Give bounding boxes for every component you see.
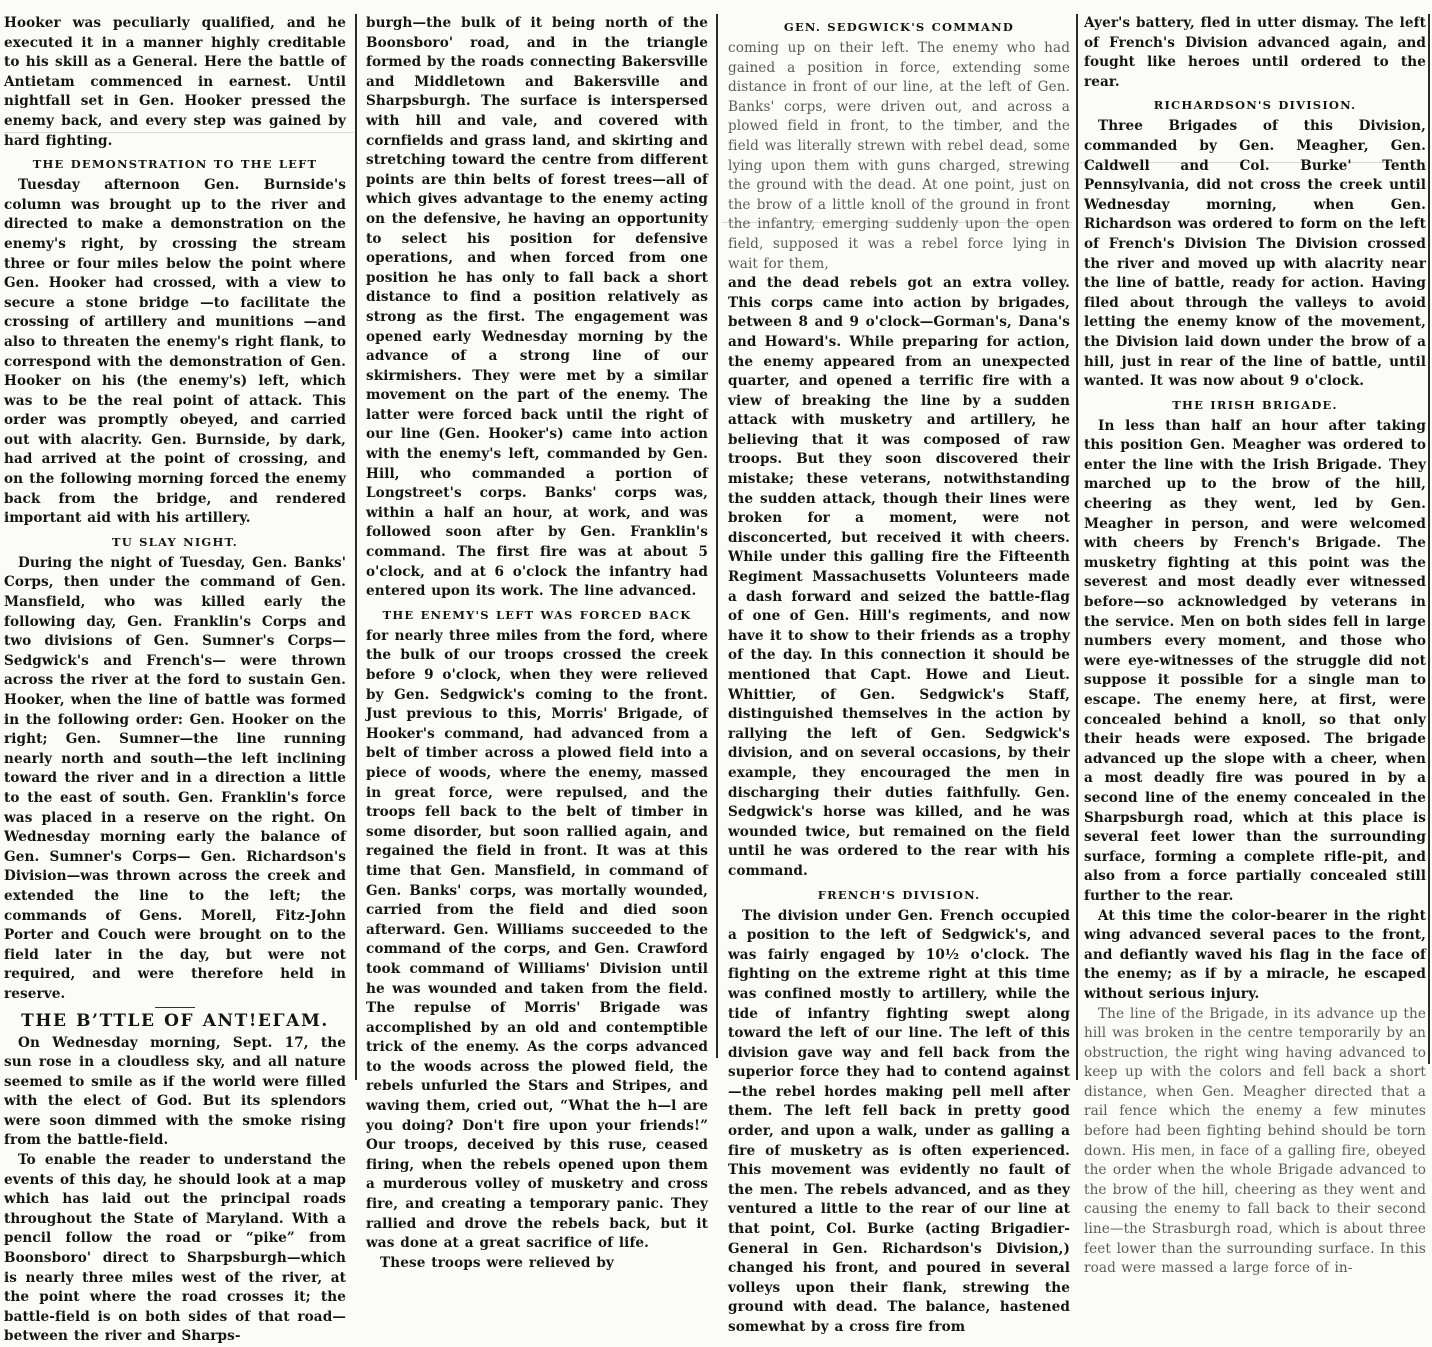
article-paragraph: During the night of Tuesday, Gen. Banks' Corps, then under the command of Gen. Mansfield, who was killed early the following day, Gen. Franklin's Corps and two divisions of Gen. Sumner's Corps— Sedgwick's and French's— were thrown across the river at the ford to sustain Gen. Hooker, when the line of battle was formed in the following order: Gen. Hooker on the right; Gen. Sumner—the line running nearly north and south—the left inclining toward the river and in a direction a little to the east of south. Gen. Franklin's force was placed in a reserve on the right. On Wednesday morning early the balance of Gen. Sumner's Corps— Gen. Richardson's Division—was thrown across the creek and extended the line to the left; the commands of Gens. Morell, Fitz-John Porter and Couch were brought on to the field later in the day, but were not required, and were therefore held in reserve.: [4, 554, 346, 1002]
section-heading: RICHARDSON'S DIVISION.: [1153, 98, 1357, 113]
section-heading: GEN. SEDGWICK'S COMMAND: [783, 20, 1015, 34]
column-4: [1084, 14, 1426, 1279]
article-paragraph: The division under Gen. French occupied a position to the left of Sedgwick's, and was fairly engaged by 10½ o'clock. The fighting on the extreme right at this time was confined mostly to artillery, while the tide of infantry fighting swept along toward the left of our line. The left of this division gave way and fell back from the superior force they had to contend against—the rebel hordes making pell mell after them. The left fell back in pretty good order, and upon a walk, under as galling a fire of musketry as is often experienced. This movement was evidently no fault of the men. The rebels advanced, and as they ventured a little to the rear of our line at that point, Col. Burke (acting Brigadier-General in Gen. Richardson's Division,) changed his front, and poured in several volleys upon their flank, strewing the ground with dead. The balance, hastened somewhat by a cross fire from: [728, 907, 1070, 1335]
column-2: [366, 14, 708, 1273]
article-paragraph: and the dead rebels got an extra volley. This corps came into action by brigades, between 8 and 9 o'clock—Gorman's, Dana's and Howard's. While preparing for action, the enemy appeared from an unexpected quarter, and opened a terrific fire with a view of breaking the line by a sudden attack with musketry and artillery, he believing that it was composed of raw troops. But they soon discovered their mistake; these veterans, notwithstanding the sudden attack, though their lines were broken for a moment, were not disconcerted, but received it with cheers. While under this galling fire the Fifteenth Regiment Massachusetts Volunteers made a dash forward and seized the battle-flag of one of Gen. Hill's regiments, and now have it to show to their friends as a trophy of the day. In this connection it should be mentioned that Capt. Howe and Lieut. Whittier, of Gen. Sedgwick's Staff, distinguished themselves in the action by rallying the left of Gen. Sedgwick's division, and on several occasions, by their example, they encouraged the men in discharging their duties faithfully. Gen. Sedgwick's horse was killed, and he was wounded twice, but remained on the field until he was ordered to the rear with his command.: [728, 275, 1070, 879]
column-divider: [1428, 14, 1430, 1064]
column-divider: [355, 14, 357, 1080]
article-paragraph: Ayer's battery, fled in utter dismay. The left of French's Division advanced again, and fought like heroes until ordered to the rear.: [1084, 15, 1426, 90]
article-paragraph: Three Brigades of this Division, commanded by Gen. Meagher, Gen. Caldwell and Col. Burke' Tenth Pennsylvania, did not cross the creek until Wednesday morning, when Gen. Richardson was ordered to form on the left of French's Division The Division crossed the river and moved up with alacrity near the line of battle, ready for action. Having filed about through the valleys to avoid letting the enemy know of the movement, the Division laid down under the brow of a hill, just in rear of the line of battle, until wanted. It was now about 9 o'clock.: [1084, 118, 1426, 390]
section-heading: FRENCH'S DIVISION.: [817, 887, 981, 902]
section-rule: [155, 1007, 195, 1008]
article-paragraph: In less than half an hour after taking this position Gen. Meagher was ordered to enter the line with the Irish Brigade. They marched up to the brow of the hill, cheering as they went, led by Gen. Meagher in person, and were welcomed with cheers by French's Brigade. The musketry fighting at this point was the severest and most deadly ever witnessed before—so acknowledged by veterans in the service. Men on both sides fell in large numbers every moment, and those who were eye-witnesses of the struggle did not suppose it possible for a single man to escape. The enemy here, at first, were concealed behind a knoll, so that only their heads were exposed. The brigade advanced up the slope with a cheer, when a most deadly fire was poured in by a second line of the enemy concealed in the Sharpsburgh road, which at this place is several feet lower than the surrounding surface, forming a complete rifle-pit, and also from a force partially concealed still further to the rear.: [1084, 417, 1426, 904]
column-divider: [716, 14, 718, 1058]
section-heading: TU SLAY NIGHT.: [111, 534, 238, 549]
column-3: [728, 14, 1070, 1338]
article-paragraph: coming up on their left. The enemy who had gained a position in force, extending some distance in front of our line, at the left of Gen. Banks' corps, were driven out, and across a plowed field in front, to the timber, and the field was literally strewn with rebel dead, some lying upon them with guns charged, strewing the ground with the dead. At one point, just on the brow of a little knoll of the ground in front the infantry, emerging suddenly upon the open field, supposed it was a rebel force lying in wait for them,: [728, 40, 1070, 272]
main-headline: THE B’TTLE OF ANT!EΓAM.: [21, 1010, 329, 1031]
article-paragraph: To enable the reader to understand the events of this day, he should look at a map which has laid out the principal roads throughout the State of Maryland. With a pencil follow the road or “pike” from Boonsboro' direct to Sharpsburgh—which is nearly three miles west of the river, at the point where the road crosses it; the battle-field is on both sides of that road—between the river and Sharps-: [4, 1152, 346, 1345]
article-paragraph: Tuesday afternoon Gen. Burnside's column was brought up to the river and directed to make a demonstration on the enemy's right, by crossing the stream three or four miles below the point where Gen. Hooker had crossed, with a view to secure a stone bridge —to facilitate the crossing of artillery and munitions —and also to threaten the enemy's right flank, to correspond with the demonstration of Gen. Hooker on his (the enemy's) left, which was to be the real point of attack. This order was promptly obeyed, and carried out with alacrity. Gen. Burnside, by dark, had arrived at the point of crossing, and on the following morning forced the enemy back from the bridge, and rendered important aid with his artillery.: [4, 177, 346, 527]
article-paragraph: for nearly three miles from the ford, where the bulk of our troops crossed the creek before 9 o'clock, when they were relieved by Gen. Sedgwick's coming to the front. Just previous to this, Morris' Brigade, of Hooker's command, had advanced from a belt of timber across a plowed field into a piece of woods, where the enemy, massed in great force, were repulsed, and the troops fell back to the belt of timber in some disorder, but soon rallied again, and regained the field in front. It was at this time that Gen. Mansfield, in command of Gen. Banks' corps, was mortally wounded, carried from the field and died soon afterward. Gen. Williams succeeded to the command of the corps, and Gen. Crawford took command of Williams' Division until he was wounded and taken from the field. The repulse of Morris' Brigade was accomplished by an old and contemptible trick of the enemy. As the corps advanced to the woods across the plowed field, the rebels unfurled the Stars and Stripes, and waving them, cried out, “What the h—l are you doing? Don't fire upon your friends!” Our troops, deceived by this ruse, ceased firing, when the rebels opened upon them a murderous volley of musketry and cross fire, and creating a temporary panic. They rallied and drove the rebels back, but it was done at a great sacrifice of life.: [366, 627, 708, 1252]
article-paragraph: On Wednesday morning, Sept. 17, the sun rose in a cloudless sky, and all nature seemed to smile as if the world were filled with the elect of God. But its splendors were soon dimmed with the smoke rising from the battle-field.: [4, 1034, 346, 1149]
section-heading: THE ENEMY'S LEFT WAS FORCED BACK: [382, 607, 692, 622]
article-paragraph: The line of the Brigade, in its advance up the hill was broken in the centre temporarily by an obstruction, the right wing having advanced to keep up with the colors and fell back a short distance, when Gen. Meagher directed that a rail fence which the enemy a few minutes before had been fighting behind should be torn down. His men, in face of a galling fire, obeyed the order when the whole Brigade advanced to the brow of the hill, cheering as they went and causing the enemy to fall back to their second line—the Strasburgh road, which is about three feet lower than the surrounding surface. In this road were massed a large force of in-: [1084, 1005, 1426, 1277]
article-paragraph: At this time the color-bearer in the right wing advanced several paces to the front, and defiantly waved his flag in the face of the enemy; as if by a miracle, he escaped without serious injury.: [1084, 907, 1426, 1002]
section-heading: THE DEMONSTRATION TO THE LEFT: [32, 157, 318, 172]
column-divider: [1076, 14, 1078, 1080]
article-paragraph: burgh—the bulk of it being north of the Boonsboro' road, and in the triangle formed by the roads connecting Bakersville and Middletown and Bakersville and Sharpsburgh. The surface is interspersed with hill and vale, and covered with cornfields and grass land, and skirting and stretching toward the centre from different points are thin belts of forest trees—all of which gives advantage to the enemy acting on the defensive, he having an opportunity to select his position for defensive operations, and when forced from one position he has only to fall back a short distance to find a position relatively as strong as the first. The engagement was opened early Wednesday morning by the advance of a strong line of our skirmishers. They were met by a similar movement on the part of the enemy. The latter were forced back until the right of our line (Gen. Hooker's) came into action with the enemy's left, commanded by Gen. Hill, who commanded a portion of Longstreet's corps. Banks' corps was, within a half an hour, at work, and was followed soon after by Gen. Franklin's command. The first fire was at about 5 o'clock, and at 6 o'clock the infantry had entered upon its work. The line advanced.: [366, 15, 708, 600]
article-paragraph: These troops were relieved by: [380, 1254, 614, 1271]
column-1: [4, 14, 346, 1347]
section-heading: THE IRISH BRIGADE.: [1172, 397, 1338, 412]
article-paragraph: Hooker was peculiarly qualified, and he executed it in a manner highly creditable to his skill as a General. Here the battle of Antietam commenced in earnest. Until nightfall set in Gen. Hooker pressed the enemy back, and every step was gained by hard fighting.: [4, 15, 346, 149]
